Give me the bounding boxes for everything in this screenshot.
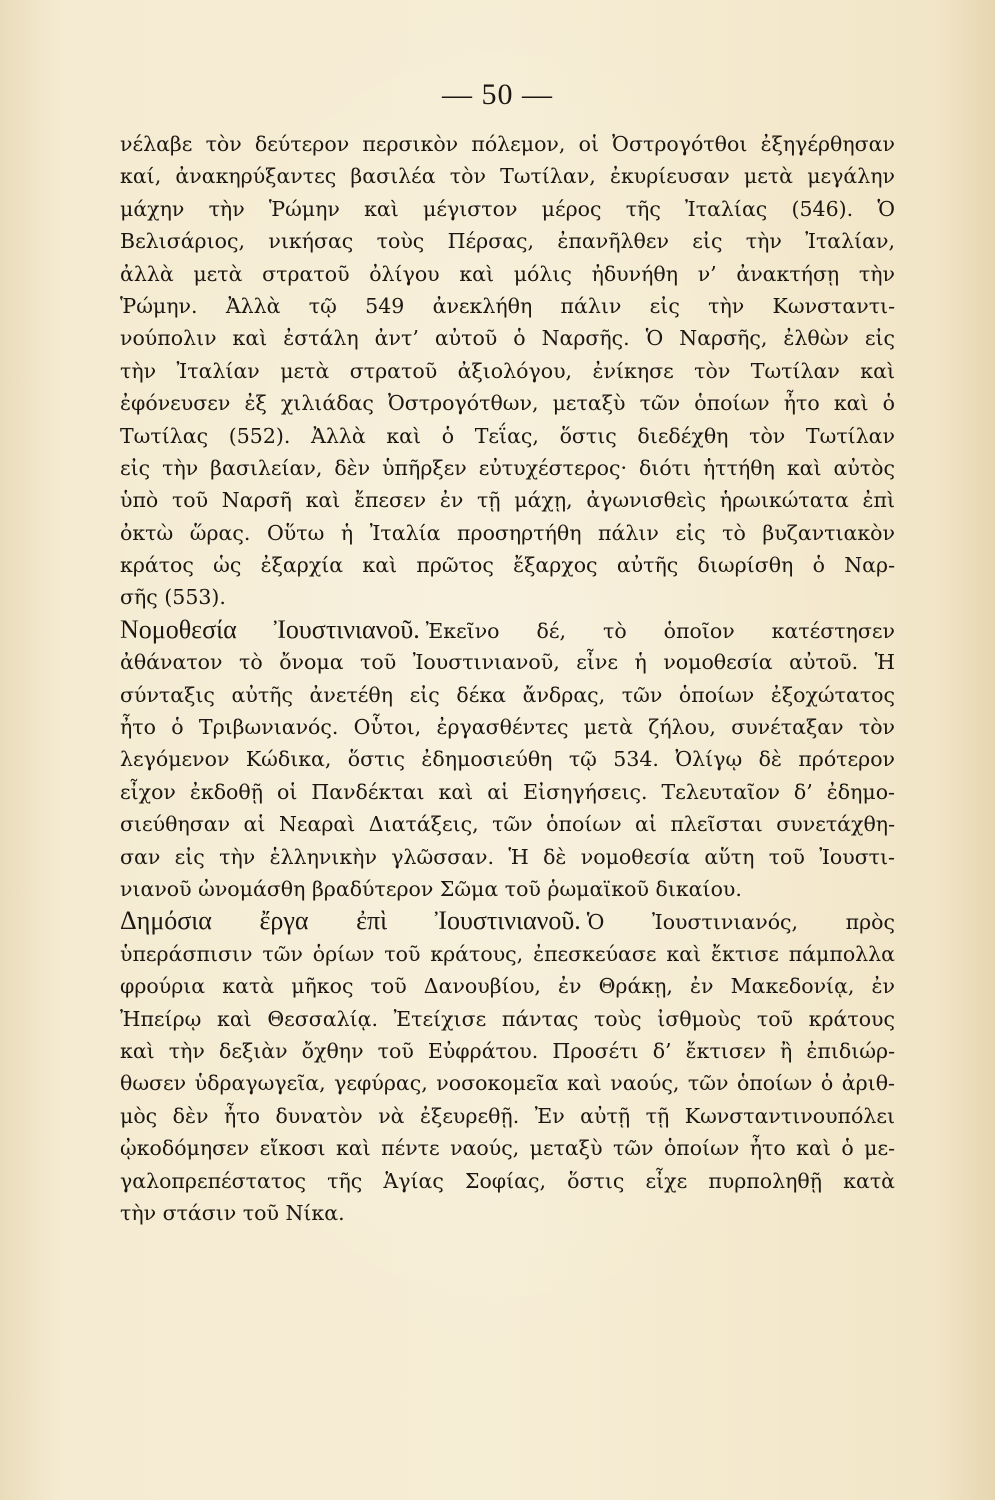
- section-heading-continuation: Ἐκεῖνο δέ, τὸ ὁποῖον κατέστησεν: [425, 618, 895, 643]
- text-line: σύνταξις αὐτῆς ἀνετέθη εἰς δέκα ἄνδρας, τῶν ὁποίων ἐξοχώτατος: [120, 682, 895, 707]
- text-line: ἦτο ὁ Τριβωνιανός. Οὗτοι, ἐργασθέντες μετὰ ζήλου, συνέταξαν τὸν: [120, 715, 895, 740]
- section-heading-nomothesia: Νομοθεσία Ἰουστινιανοῦ.: [120, 614, 420, 644]
- text-line: Ἠπείρῳ καὶ Θεσσαλίᾳ. Ἐτείχισε πάντας τοὺς ἰσθμοὺς τοῦ κράτους: [120, 1006, 895, 1031]
- section-heading-line-dimosia: [120, 905, 895, 937]
- text-line: καὶ τὴν δεξιὰν ὄχθην τοῦ Εὐφράτου. Προσέτι δ’ ἔκτισεν ἢ ἐπιδιώρ-: [120, 1038, 895, 1063]
- text-line: νιανοῦ ὠνομάσθη βραδύτερον Σῶμα τοῦ ῥωμαϊκοῦ δικαίου.: [120, 876, 742, 901]
- text-line: εἰς τὴν βασιλείαν, δὲν ὑπῆρξεν εὐτυχέστερος· διότι ἡττήθη καὶ αὐτὸς: [120, 455, 895, 480]
- text-line: μάχην τὴν Ῥώμην καὶ μέγιστον μέρος τῆς Ἰταλίας (546). Ὁ: [120, 196, 895, 221]
- text-line: τὴν στάσιν τοῦ Νίκα.: [120, 1200, 345, 1225]
- text-line: Τωτίλας (552). Ἀλλὰ καὶ ὁ Τεΐας, ὅστις διεδέχθη τὸν Τωτίλαν: [120, 423, 895, 448]
- text-line: σιεύθησαν αἱ Νεαραὶ Διατάξεις, τῶν ὁποίων αἱ πλεῖσται συνετάχθη-: [120, 812, 895, 837]
- text-line: φρούρια κατὰ μῆκος τοῦ Δανουβίου, ἐν Θράκῃ, ἐν Μακεδονίᾳ, ἐν: [120, 974, 895, 999]
- text-line: γαλοπρεπέστατος τῆς Ἁγίας Σοφίας, ὅστις εἶχε πυρποληθῇ κατὰ: [120, 1168, 895, 1193]
- text-line: ὑπὸ τοῦ Ναρσῆ καὶ ἔπεσεν ἐν τῇ μάχῃ, ἀγωνισθεὶς ἡρωικώτατα ἐπὶ: [120, 488, 895, 513]
- body-text: [120, 128, 895, 1229]
- text-line: ἀθάνατον τὸ ὄνομα τοῦ Ἰουστινιανοῦ, εἶνε ἡ νομοθεσία αὐτοῦ. Ἡ: [120, 650, 895, 675]
- text-line: μὸς δὲν ἦτο δυνατὸν νὰ ἐξευρεθῇ. Ἐν αὐτῇ τῇ Κωνσταντινουπόλει: [120, 1103, 895, 1128]
- text-line: τὴν Ἰταλίαν μετὰ στρατοῦ ἀξιολόγου, ἐνίκησε τὸν Τωτίλαν καὶ: [120, 358, 895, 383]
- text-line: ᾠκοδόμησεν εἴκοσι καὶ πέντε ναούς, μεταξὺ τῶν ὁποίων ἦτο καὶ ὁ με-: [120, 1136, 895, 1161]
- section-heading-line-nomothesia: [120, 614, 895, 646]
- text-line: Ῥώμην. Ἀλλὰ τῷ 549 ἀνεκλήθη πάλιν εἰς τὴν Κωνσταντι-: [120, 293, 895, 318]
- text-line: ἀλλὰ μετὰ στρατοῦ ὀλίγου καὶ μόλις ἠδυνήθη ν’ ἀνακτήσῃ τὴν: [120, 261, 895, 286]
- section-heading-dimosia: Δημόσια ἔργα ἐπὶ Ἰουστινιανοῦ.: [120, 906, 581, 936]
- text-line: ἐφόνευσεν ἐξ χιλιάδας Ὀστρογότθων, μεταξὺ τῶν ὁποίων ἦτο καὶ ὁ: [120, 391, 895, 416]
- text-line: σῆς (553).: [120, 585, 226, 610]
- text-line: νούπολιν καὶ ἐστάλη ἀντ’ αὐτοῦ ὁ Ναρσῆς. Ὁ Ναρσῆς, ἐλθὼν εἰς: [120, 326, 895, 351]
- text-line: ὀκτὼ ὥρας. Οὕτω ἡ Ἰταλία προσηρτήθη πάλιν εἰς τὸ βυζαντιακὸν: [120, 520, 895, 545]
- text-line: Βελισάριος, νικήσας τοὺς Πέρσας, ἐπανῆλθεν εἰς τὴν Ἰταλίαν,: [120, 229, 895, 254]
- text-line: νέλαβε τὸν δεύτερον περσικὸν πόλεμον, οἱ Ὀστρογότθοι ἐξηγέρθησαν: [120, 132, 895, 156]
- text-line: καί, ἀνακηρύξαντες βασιλέα τὸν Τωτίλαν, ἐκυρίευσαν μετὰ μεγάλην: [120, 164, 895, 189]
- text-line: εἶχον ἐκδοθῇ οἱ Πανδέκται καὶ αἱ Εἰσηγήσεις. Τελευταῖον δ’ ἐδημο-: [120, 779, 895, 804]
- text-line: λεγόμενον Κώδικα, ὅστις ἐδημοσιεύθη τῷ 534. Ὀλίγῳ δὲ πρότερον: [120, 747, 895, 772]
- text-line: ὑπεράσπισιν τῶν ὁρίων τοῦ κράτους, ἐπεσκεύασε καὶ ἔκτισε πάμπολλα: [120, 941, 895, 966]
- text-line: σαν εἰς τὴν ἑλληνικὴν γλῶσσαν. Ἡ δὲ νομοθεσία αὕτη τοῦ Ἰουστι-: [120, 844, 895, 869]
- page-number: — 50 —: [442, 78, 553, 111]
- text-line: κράτος ὡς ἐξαρχία καὶ πρῶτος ἔξαρχος αὐτῆς διωρίσθη ὁ Ναρ-: [120, 553, 895, 578]
- section-heading-continuation: Ὁ Ἰουστινιανός, πρὸς: [586, 910, 895, 935]
- text-line: θωσεν ὑδραγωγεῖα, γεφύρας, νοσοκομεῖα καὶ ναούς, τῶν ὁποίων ὁ ἀριθ-: [120, 1071, 895, 1096]
